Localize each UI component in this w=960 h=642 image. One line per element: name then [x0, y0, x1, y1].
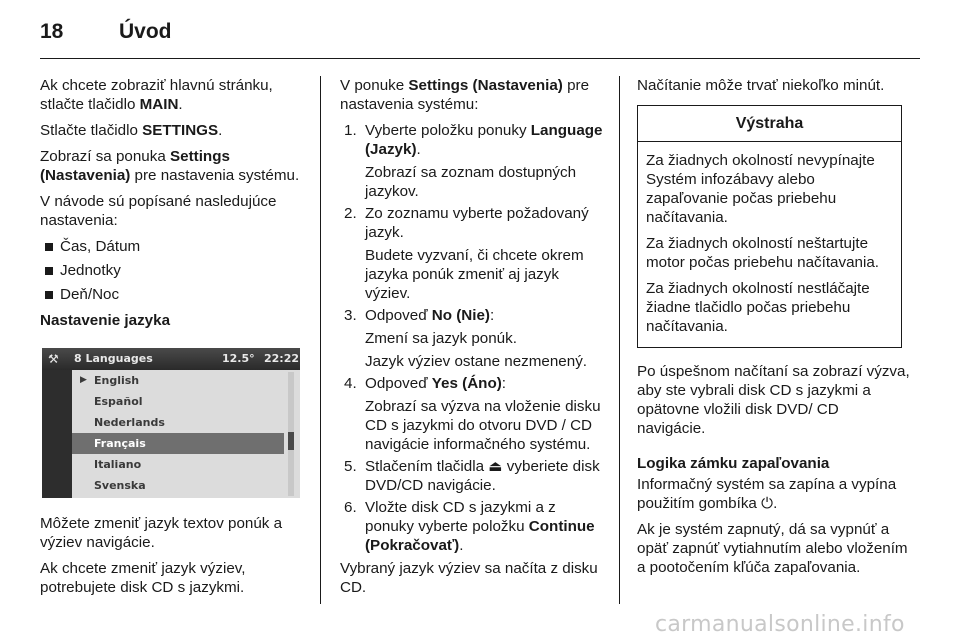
screen-header	[42, 348, 300, 370]
paragraph: Po úspešnom načítaní sa zobrazí výzva, aby ste vybrali disk CD s jazykmi a opätovne vložili disk DVD/ CD navigácie.	[637, 363, 910, 437]
settings-icon: ⚒	[48, 352, 59, 366]
key-label: MAIN	[139, 96, 179, 113]
warning-paragraph: Za žiadnych okolností nevypínajte Systém infozábavy alebo zapaľovanie počas priebehu načítavania.	[646, 152, 875, 226]
section-heading: Nastavenie jazyka	[40, 312, 171, 329]
paragraph: Zobrazí sa ponuka Settings (Nastavenia) pre nastavenia systému.	[40, 148, 300, 184]
paragraph: Ak chcete zmeniť jazyk výziev, potrebujete disk CD s jazykmi.	[40, 560, 246, 596]
column-divider	[320, 76, 321, 604]
step-item: 3. Odpoveď No (Nie): Zmení sa jazyk ponúk. Jazyk výziev ostane nezmenený.	[340, 306, 608, 371]
warning-paragraph: Za žiadnych okolností neštartujte motor počas priebehu načítavania.	[646, 235, 880, 271]
paragraph: Môžete zmeniť jazyk textov ponúk a výziev navigácie.	[40, 515, 283, 551]
section-heading: Logika zámku zapaľovania	[637, 455, 830, 472]
step-result: Zobrazí sa výzva na vloženie disku CD s jazykmi do otvoru DVD / CD navigácie informačného systému.	[365, 398, 601, 453]
pointer-icon: ▶	[80, 375, 87, 385]
warning-paragraph: Za žiadnych okolností nestláčajte žiadne tlačidlo počas priebehu načítavania.	[646, 280, 870, 335]
language-item-selected: Français	[72, 433, 284, 454]
warning-title: Výstraha	[638, 106, 901, 142]
warning-body	[638, 142, 901, 347]
step-item: 2. Zo zoznamu vyberte požadovaný jazyk. Budete vyzvaní, či chcete okrem jazyka ponúk zmeniť aj jazyk výziev.	[340, 204, 608, 303]
paragraph: Informačný systém sa zapína a vypína použitím gombíka ⏻.	[637, 476, 897, 512]
paragraph: Vybraný jazyk výziev sa načíta z disku CD.	[340, 560, 598, 596]
scrollbar-thumb	[288, 432, 294, 450]
paragraph: Načítanie môže trvať niekoľko minút.	[637, 77, 885, 94]
column-2	[340, 76, 608, 604]
language-list	[72, 370, 300, 498]
language-item: ▶ English	[72, 370, 284, 391]
step-result: Budete vyzvaní, či chcete okrem jazyka ponúk zmeniť aj jazyk výziev.	[365, 247, 584, 302]
column-3	[637, 76, 911, 584]
warning-box	[637, 105, 902, 348]
step-item: 5. Stlačením tlačidla ⏏ vyberiete disk DVD/CD navigácie.	[344, 458, 600, 494]
paragraph: Stlačte tlačidlo SETTINGS.	[40, 122, 223, 139]
step-result: Zobrazí sa zoznam dostupných jazykov.	[365, 164, 577, 200]
step-item: 4. Odpoveď Yes (Áno): Zobrazí sa výzva na vloženie disku CD s jazykmi do otvoru DVD / CD navigácie informačného systému.	[340, 374, 608, 454]
step-result: Jazyk výziev ostane nezmenený.	[365, 353, 588, 370]
step-item: 6. Vložte disk CD s jazykmi a z ponuky vyberte položku Continue (Pokračovať).	[344, 499, 595, 554]
paragraph: Ak je systém zapnutý, dá sa vypnúť a opäť zapnúť vytiahnutím alebo vložením a pootočením kľúča zapaľovania.	[637, 521, 908, 576]
chapter-title: Úvod	[119, 20, 172, 43]
language-item: Svenska	[94, 479, 146, 492]
step-result: Zmení sa jazyk ponúk.	[365, 330, 517, 347]
settings-list	[40, 237, 302, 304]
page-header	[40, 14, 920, 54]
steps-list	[340, 121, 608, 555]
page-number: 18	[40, 20, 64, 43]
language-item: Italiano	[94, 458, 142, 471]
screen-title: 8 Languages	[74, 352, 153, 365]
watermark-text: carmanualsonline.info	[655, 612, 905, 637]
header-rule	[40, 58, 920, 59]
language-item: Nederlands	[94, 416, 165, 429]
list-item: Deň/Noc	[40, 285, 302, 304]
column-divider	[619, 76, 620, 604]
temperature-readout: 12.5°	[222, 352, 255, 365]
key-label: SETTINGS	[142, 122, 219, 139]
clock-readout: 22:22	[264, 352, 300, 365]
column-1	[40, 76, 302, 604]
step-item: 1. Vyberte položku ponuky Language (Jazyk). Zobrazí sa zoznam dostupných jazykov.	[340, 121, 608, 201]
paragraph: V ponuke Settings (Nastavenia) pre nastavenia systému:	[340, 77, 590, 113]
languages-screenshot	[42, 348, 300, 498]
list-item: Jednotky	[40, 261, 302, 280]
language-item: Español	[94, 395, 143, 408]
paragraph: V návode sú popísané nasledujúce nastavenia:	[40, 193, 277, 229]
paragraph: Ak chcete zobraziť hlavnú stránku, stlačte tlačidlo MAIN.	[40, 77, 273, 113]
menu-label: Settings (Nastavenia)	[408, 77, 563, 94]
list-item: Čas, Dátum	[40, 237, 302, 256]
menu-label: Settings (Nastavenia)	[40, 148, 230, 184]
